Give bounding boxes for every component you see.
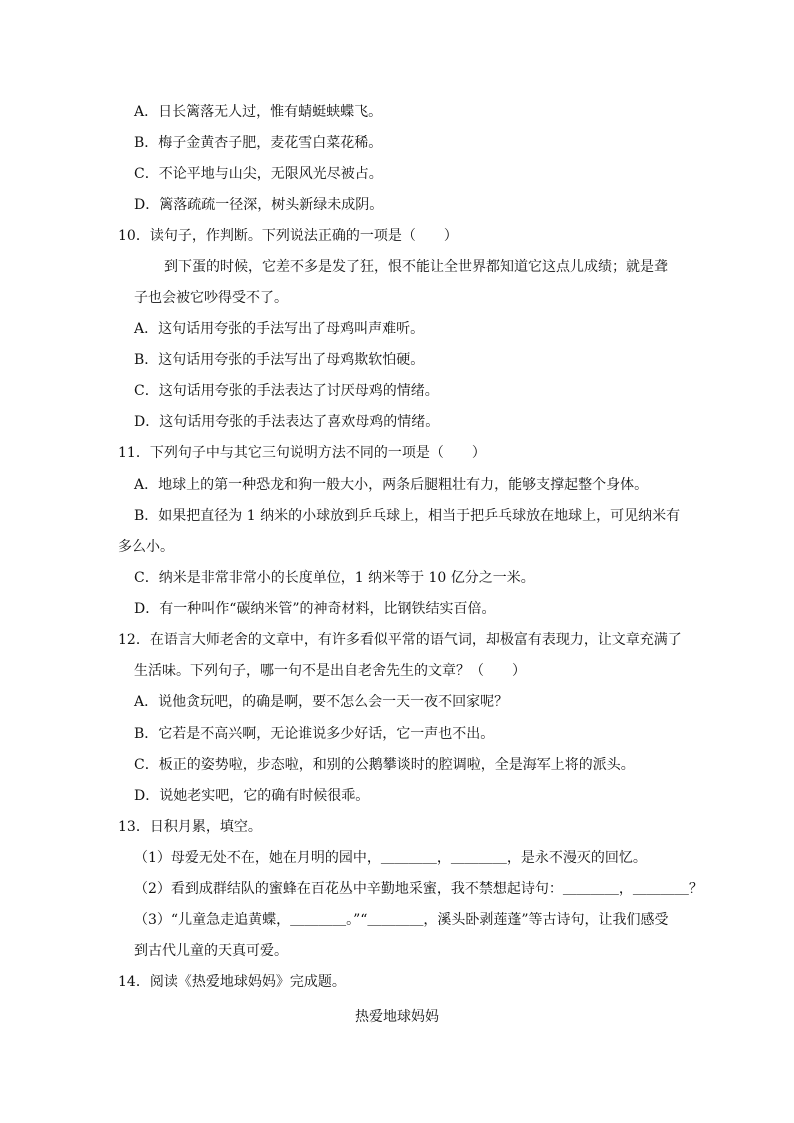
q10-passage-line-1: 到下蛋的时候，它差不多是发了狂，恨不能让全世界都知道它这点儿成绩；就是聋: [164, 259, 668, 275]
q10-passage-line-2: 子也会被它吵得受不了。: [134, 290, 288, 306]
q11-option-c: C．纳米是非常非常小的长度单位，1 纳米等于 10 亿分之一米。: [134, 570, 535, 586]
q14-stem: 14．阅读《热爱地球妈妈》完成题。: [118, 974, 346, 990]
q11-option-a: A．地球上的第一种恐龙和狗一般大小，两条后腿粗壮有力，能够支撑起整个身体。: [134, 477, 649, 493]
q11-option-b: B．如果把直径为 1 纳米的小球放到乒乓球上，相当于把乒乓球放在地球上，可见纳米有: [134, 508, 681, 524]
q12-option-c: C．板正的姿势啦，步态啦，和别的公鹅攀谈时的腔调啦，全是海军上将的派头。: [134, 757, 635, 773]
q11-option-d: D．有一种叫作“碳纳米管”的神奇材料，比钢铁结实百倍。: [134, 601, 496, 617]
q10-option-d: D．这句话用夸张的手法表达了喜欢母鸡的情绪。: [134, 414, 440, 430]
q13-stem: 13．日积月累，填空。: [118, 819, 262, 835]
q10-stem: 10．读句子，作判断。下列说法正确的一项是（ ）: [118, 228, 458, 244]
q12-option-a: A．说他贪玩吧，的确是啊，要不怎么会一天一夜不回家呢？: [134, 694, 509, 710]
q10-option-a: A．这句话用夸张的手法写出了母鸡叫声难听。: [134, 321, 425, 337]
q10-option-c: C．这句话用夸张的手法表达了讨厌母鸡的情绪。: [134, 383, 439, 399]
q9-option-b: B．梅子金黄杏子肥，麦花雪白菜花稀。: [134, 135, 383, 151]
q12-stem-line-2: 生活味。下列句子，哪一句不是出自老舍先生的文章？（ ）: [134, 663, 526, 679]
q12-option-b: B．它若是不高兴啊，无论谁说多少好话，它一声也不出。: [134, 726, 495, 742]
q11-option-b-cont: 多么小。: [118, 539, 174, 555]
q9-option-d: D．篱落疏疏一径深，树头新绿未成阴。: [134, 197, 384, 213]
q13-item-3-cont: 到古代儿童的天真可爱。: [134, 943, 288, 959]
q12-option-d: D．说她老实吧，它的确有时候很乖。: [134, 788, 370, 804]
q9-option-c: C．不论平地与山尖，无限风光尽被占。: [134, 166, 383, 182]
q11-stem: 11．下列句子中与其它三句说明方法不同的一项是（ ）: [118, 445, 486, 461]
q12-stem-line-1: 12．在语言大师老舍的文章中，有许多看似平常的语气词，却极富有表现力，让文章充满了: [118, 632, 682, 648]
q10-option-b: B．这句话用夸张的手法写出了母鸡欺软怕硬。: [134, 352, 425, 368]
q13-item-3: （3）“儿童急走追黄蝶，＿＿＿＿。”“＿＿＿＿，溪头卧剥莲蓬”等古诗句，让我们感受: [134, 912, 669, 928]
q13-item-1: （1）母爱无处不在，她在月明的园中，＿＿＿＿，＿＿＿＿，是永不漫灭的回忆。: [134, 850, 647, 866]
q9-option-a: A．日长篱落无人过，惟有蜻蜓蛱蝶飞。: [134, 104, 383, 120]
article-title: 热爱地球妈妈: [355, 1009, 439, 1025]
q13-item-2: （2）看到成群结队的蜜蜂在百花丛中辛勤地采蜜，我不禁想起诗句：＿＿＿＿，＿＿＿＿？: [134, 881, 703, 897]
